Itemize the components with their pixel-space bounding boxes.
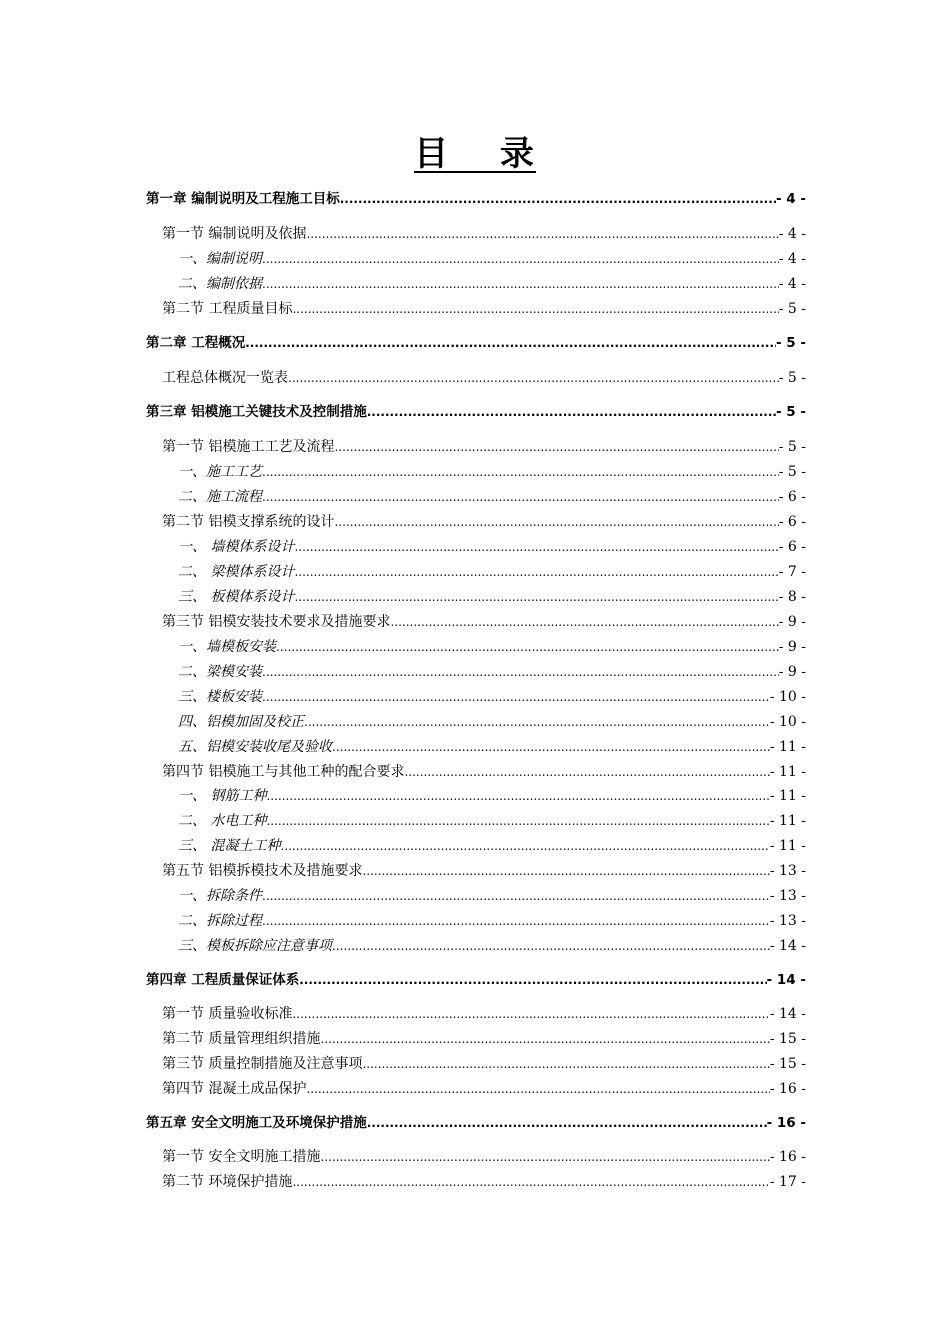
toc-entry-page: - 9 - <box>778 664 806 680</box>
toc-entry-page: - 4 - <box>778 251 806 267</box>
toc-entry-page: - 15 - <box>769 1056 806 1072</box>
toc-entry-section[interactable] <box>146 1144 806 1166</box>
toc-entry-section[interactable] <box>146 509 806 531</box>
toc-entry-page: - 4 - <box>778 226 806 242</box>
toc-entry-section[interactable] <box>146 858 806 880</box>
toc-leader-dots <box>362 862 769 880</box>
toc-entry-label: 二、 水电工种 <box>178 813 267 829</box>
toc-entry-page: - 13 - <box>769 913 806 929</box>
toc-entry-section[interactable] <box>146 1026 806 1048</box>
toc-entry-section[interactable] <box>146 221 806 243</box>
toc-entry-label: 第二节 质量管理组织措施 <box>162 1031 321 1047</box>
toc-entry-item[interactable] <box>146 734 806 756</box>
toc-entry-page: - 11 - <box>769 788 806 804</box>
toc-entry-item[interactable] <box>146 271 806 293</box>
toc-entry-page: - 6 - <box>778 489 806 505</box>
toc-entry-page: - 15 - <box>769 1031 806 1047</box>
toc-entry-item[interactable] <box>146 883 806 905</box>
toc-entry-page: - 13 - <box>769 863 806 879</box>
toc-entry-item[interactable] <box>146 659 806 681</box>
toc-entry-label: 第一章 编制说明及工程施工目标 <box>146 191 340 207</box>
toc-entry-label: 第三节 铝模安装技术要求及措施要求 <box>162 614 391 630</box>
toc-entry-label: 第一节 质量验收标准 <box>162 1006 293 1022</box>
toc-title <box>0 126 950 175</box>
toc-leader-dots <box>262 887 770 905</box>
toc-entry-section[interactable] <box>146 609 806 631</box>
toc-entry-label: 二、梁模安装 <box>178 664 262 680</box>
toc-leader-dots <box>262 463 779 481</box>
toc-entry-section[interactable] <box>146 365 806 387</box>
toc-entry-label: 第二章 工程概况 <box>146 335 246 351</box>
toc-entry-item[interactable] <box>146 833 806 855</box>
toc-entry-label: 五、铝模安装收尾及验收 <box>178 739 332 755</box>
toc-entry-label: 三、楼板安装 <box>178 689 262 705</box>
toc-leader-dots <box>306 225 778 243</box>
toc-entry-item[interactable] <box>146 709 806 731</box>
toc-leader-dots <box>299 971 766 989</box>
toc-leader-dots <box>292 1173 769 1191</box>
toc-entry-item[interactable] <box>146 684 806 706</box>
toc-entry-page: - 6 - <box>778 514 806 530</box>
toc-entry-item[interactable] <box>146 783 806 805</box>
toc-entry-section[interactable] <box>146 434 806 456</box>
toc-entry-page: - 11 - <box>769 764 806 780</box>
toc-entry-label: 一、墙模板安装 <box>178 639 276 655</box>
toc-entry-label: 一、 墙模体系设计 <box>178 539 295 555</box>
toc-leader-dots <box>367 403 776 421</box>
toc-entry-page: - 14 - <box>769 938 806 954</box>
toc-leader-dots <box>320 1030 769 1048</box>
toc-leader-dots <box>294 538 778 556</box>
toc-entry-section[interactable] <box>146 759 806 781</box>
toc-entry-item[interactable] <box>146 908 806 930</box>
toc-entry-chapter[interactable] <box>146 186 806 208</box>
toc-entry-page: - 5 - <box>776 404 806 420</box>
toc-leader-dots <box>262 488 779 506</box>
toc-entry-label: 第三节 质量控制措施及注意事项 <box>162 1056 363 1072</box>
toc-entry-section[interactable] <box>146 1001 806 1023</box>
toc-entry-chapter[interactable] <box>146 399 806 421</box>
toc-entry-label: 三、 板模体系设计 <box>178 589 295 605</box>
toc-entry-page: - 11 - <box>769 838 806 854</box>
toc-entry-page: - 4 - <box>776 191 806 207</box>
toc-entry-page: - 9 - <box>778 639 806 655</box>
toc-entry-label: 一、施工工艺 <box>178 464 262 480</box>
toc-entry-page: - 16 - <box>769 1081 806 1097</box>
toc-leader-dots <box>362 1055 769 1073</box>
toc-leader-dots <box>334 513 778 531</box>
toc-entry-chapter[interactable] <box>146 967 806 989</box>
toc-leader-dots <box>262 250 779 268</box>
toc-entry-label: 第四节 铝模施工与其他工种的配合要求 <box>162 764 405 780</box>
toc-entry-label: 第二节 环境保护措施 <box>162 1174 293 1190</box>
toc-entry-item[interactable] <box>146 933 806 955</box>
toc-entry-page: - 11 - <box>769 813 806 829</box>
toc-leader-dots <box>306 1080 769 1098</box>
toc-leader-dots <box>262 275 779 293</box>
toc-entry-label: 第四节 混凝土成品保护 <box>162 1081 307 1097</box>
toc-entry-label: 二、编制依据 <box>178 276 262 292</box>
toc-entry-label: 二、施工流程 <box>178 489 262 505</box>
toc-leader-dots <box>292 300 778 318</box>
toc-entry-label: 一、编制说明 <box>178 251 262 267</box>
toc-entry-label: 第二节 铝模支撑系统的设计 <box>162 514 335 530</box>
toc-entry-section[interactable] <box>146 1076 806 1098</box>
toc-entry-page: - 14 - <box>769 1006 806 1022</box>
toc-entry-page: - 11 - <box>769 739 806 755</box>
toc-leader-dots <box>320 1148 769 1166</box>
toc-entry-item[interactable] <box>146 634 806 656</box>
toc-entry-label: 第四章 工程质量保证体系 <box>146 972 300 988</box>
toc-leader-dots <box>262 663 779 681</box>
toc-entry-page: - 5 - <box>778 439 806 455</box>
toc-entry-page: - 5 - <box>776 335 806 351</box>
toc-leader-dots <box>304 713 770 731</box>
toc-entry-label: 第五章 安全文明施工及环境保护措施 <box>146 1115 367 1131</box>
toc-entry-page: - 5 - <box>778 301 806 317</box>
toc-leader-dots <box>266 787 769 805</box>
toc-entry-section[interactable] <box>146 1169 806 1191</box>
toc-entry-page: - 16 - <box>769 1149 806 1165</box>
toc-entry-label: 二、 梁模体系设计 <box>178 564 295 580</box>
toc-entry-page: - 10 - <box>769 714 806 730</box>
toc-entry-label: 第一节 铝模施工工艺及流程 <box>162 439 335 455</box>
toc-entry-item[interactable] <box>146 584 806 606</box>
toc-entry-label: 第一节 安全文明施工措施 <box>162 1149 321 1165</box>
toc-entry-page: - 16 - <box>766 1115 806 1131</box>
toc-entry-page: - 17 - <box>769 1174 806 1190</box>
toc-entry-label: 三、模板拆除应注意事项 <box>178 938 332 954</box>
toc-entry-section[interactable] <box>146 296 806 318</box>
toc-entry-label: 一、 钢筋工种 <box>178 788 267 804</box>
toc-title-text: 目 录 <box>414 134 536 174</box>
toc-entry-chapter[interactable] <box>146 1110 806 1132</box>
toc-leader-dots <box>276 638 779 656</box>
toc-entry-label: 第五节 铝模拆模技术及措施要求 <box>162 863 363 879</box>
toc-entry-page: - 8 - <box>778 589 806 605</box>
toc-leader-dots <box>266 812 769 830</box>
toc-leader-dots <box>294 563 778 581</box>
toc-entry-label: 工程总体概况一览表 <box>162 370 288 386</box>
toc-leader-dots <box>262 912 770 930</box>
toc-leader-dots <box>245 334 776 352</box>
toc-leader-dots <box>332 738 770 756</box>
toc-entry-item[interactable] <box>146 559 806 581</box>
toc-entry-label: 四、铝模加固及校正 <box>178 714 304 730</box>
toc-entry-label: 第三章 铝模施工关键技术及控制措施 <box>146 404 367 420</box>
toc-leader-dots <box>404 763 769 781</box>
toc-entry-page: - 14 - <box>766 972 806 988</box>
toc-leader-dots <box>390 613 778 631</box>
toc-entry-chapter[interactable] <box>146 330 806 352</box>
toc-entry-item[interactable] <box>146 459 806 481</box>
toc-entry-section[interactable] <box>146 1051 806 1073</box>
toc-entry-item[interactable] <box>146 484 806 506</box>
toc-entry-page: - 6 - <box>778 539 806 555</box>
toc-entry-page: - 5 - <box>778 370 806 386</box>
toc-leader-dots <box>280 837 769 855</box>
toc-entry-label: 二、拆除过程 <box>178 913 262 929</box>
toc-leader-dots <box>288 369 779 387</box>
toc-entry-page: - 10 - <box>769 689 806 705</box>
toc-entry-label: 第二节 工程质量目标 <box>162 301 293 317</box>
toc-leader-dots <box>262 688 770 706</box>
toc-entry-page: - 9 - <box>778 614 806 630</box>
toc-entry-item[interactable] <box>146 246 806 268</box>
toc-leader-dots <box>332 937 770 955</box>
toc-entry-label: 三、 混凝土工种 <box>178 838 281 854</box>
toc-entry-item[interactable] <box>146 808 806 830</box>
toc-entry-page: - 4 - <box>778 276 806 292</box>
toc-entry-label: 一、拆除条件 <box>178 888 262 904</box>
toc-entry-item[interactable] <box>146 534 806 556</box>
toc-entry-label: 第一节 编制说明及依据 <box>162 226 307 242</box>
toc-leader-dots <box>294 588 778 606</box>
toc-entry-page: - 7 - <box>778 564 806 580</box>
toc-leader-dots <box>340 190 776 208</box>
toc-leader-dots <box>367 1114 767 1132</box>
toc-entry-page: - 5 - <box>778 464 806 480</box>
toc-entry-page: - 13 - <box>769 888 806 904</box>
toc-leader-dots <box>292 1005 769 1023</box>
toc-leader-dots <box>334 438 778 456</box>
